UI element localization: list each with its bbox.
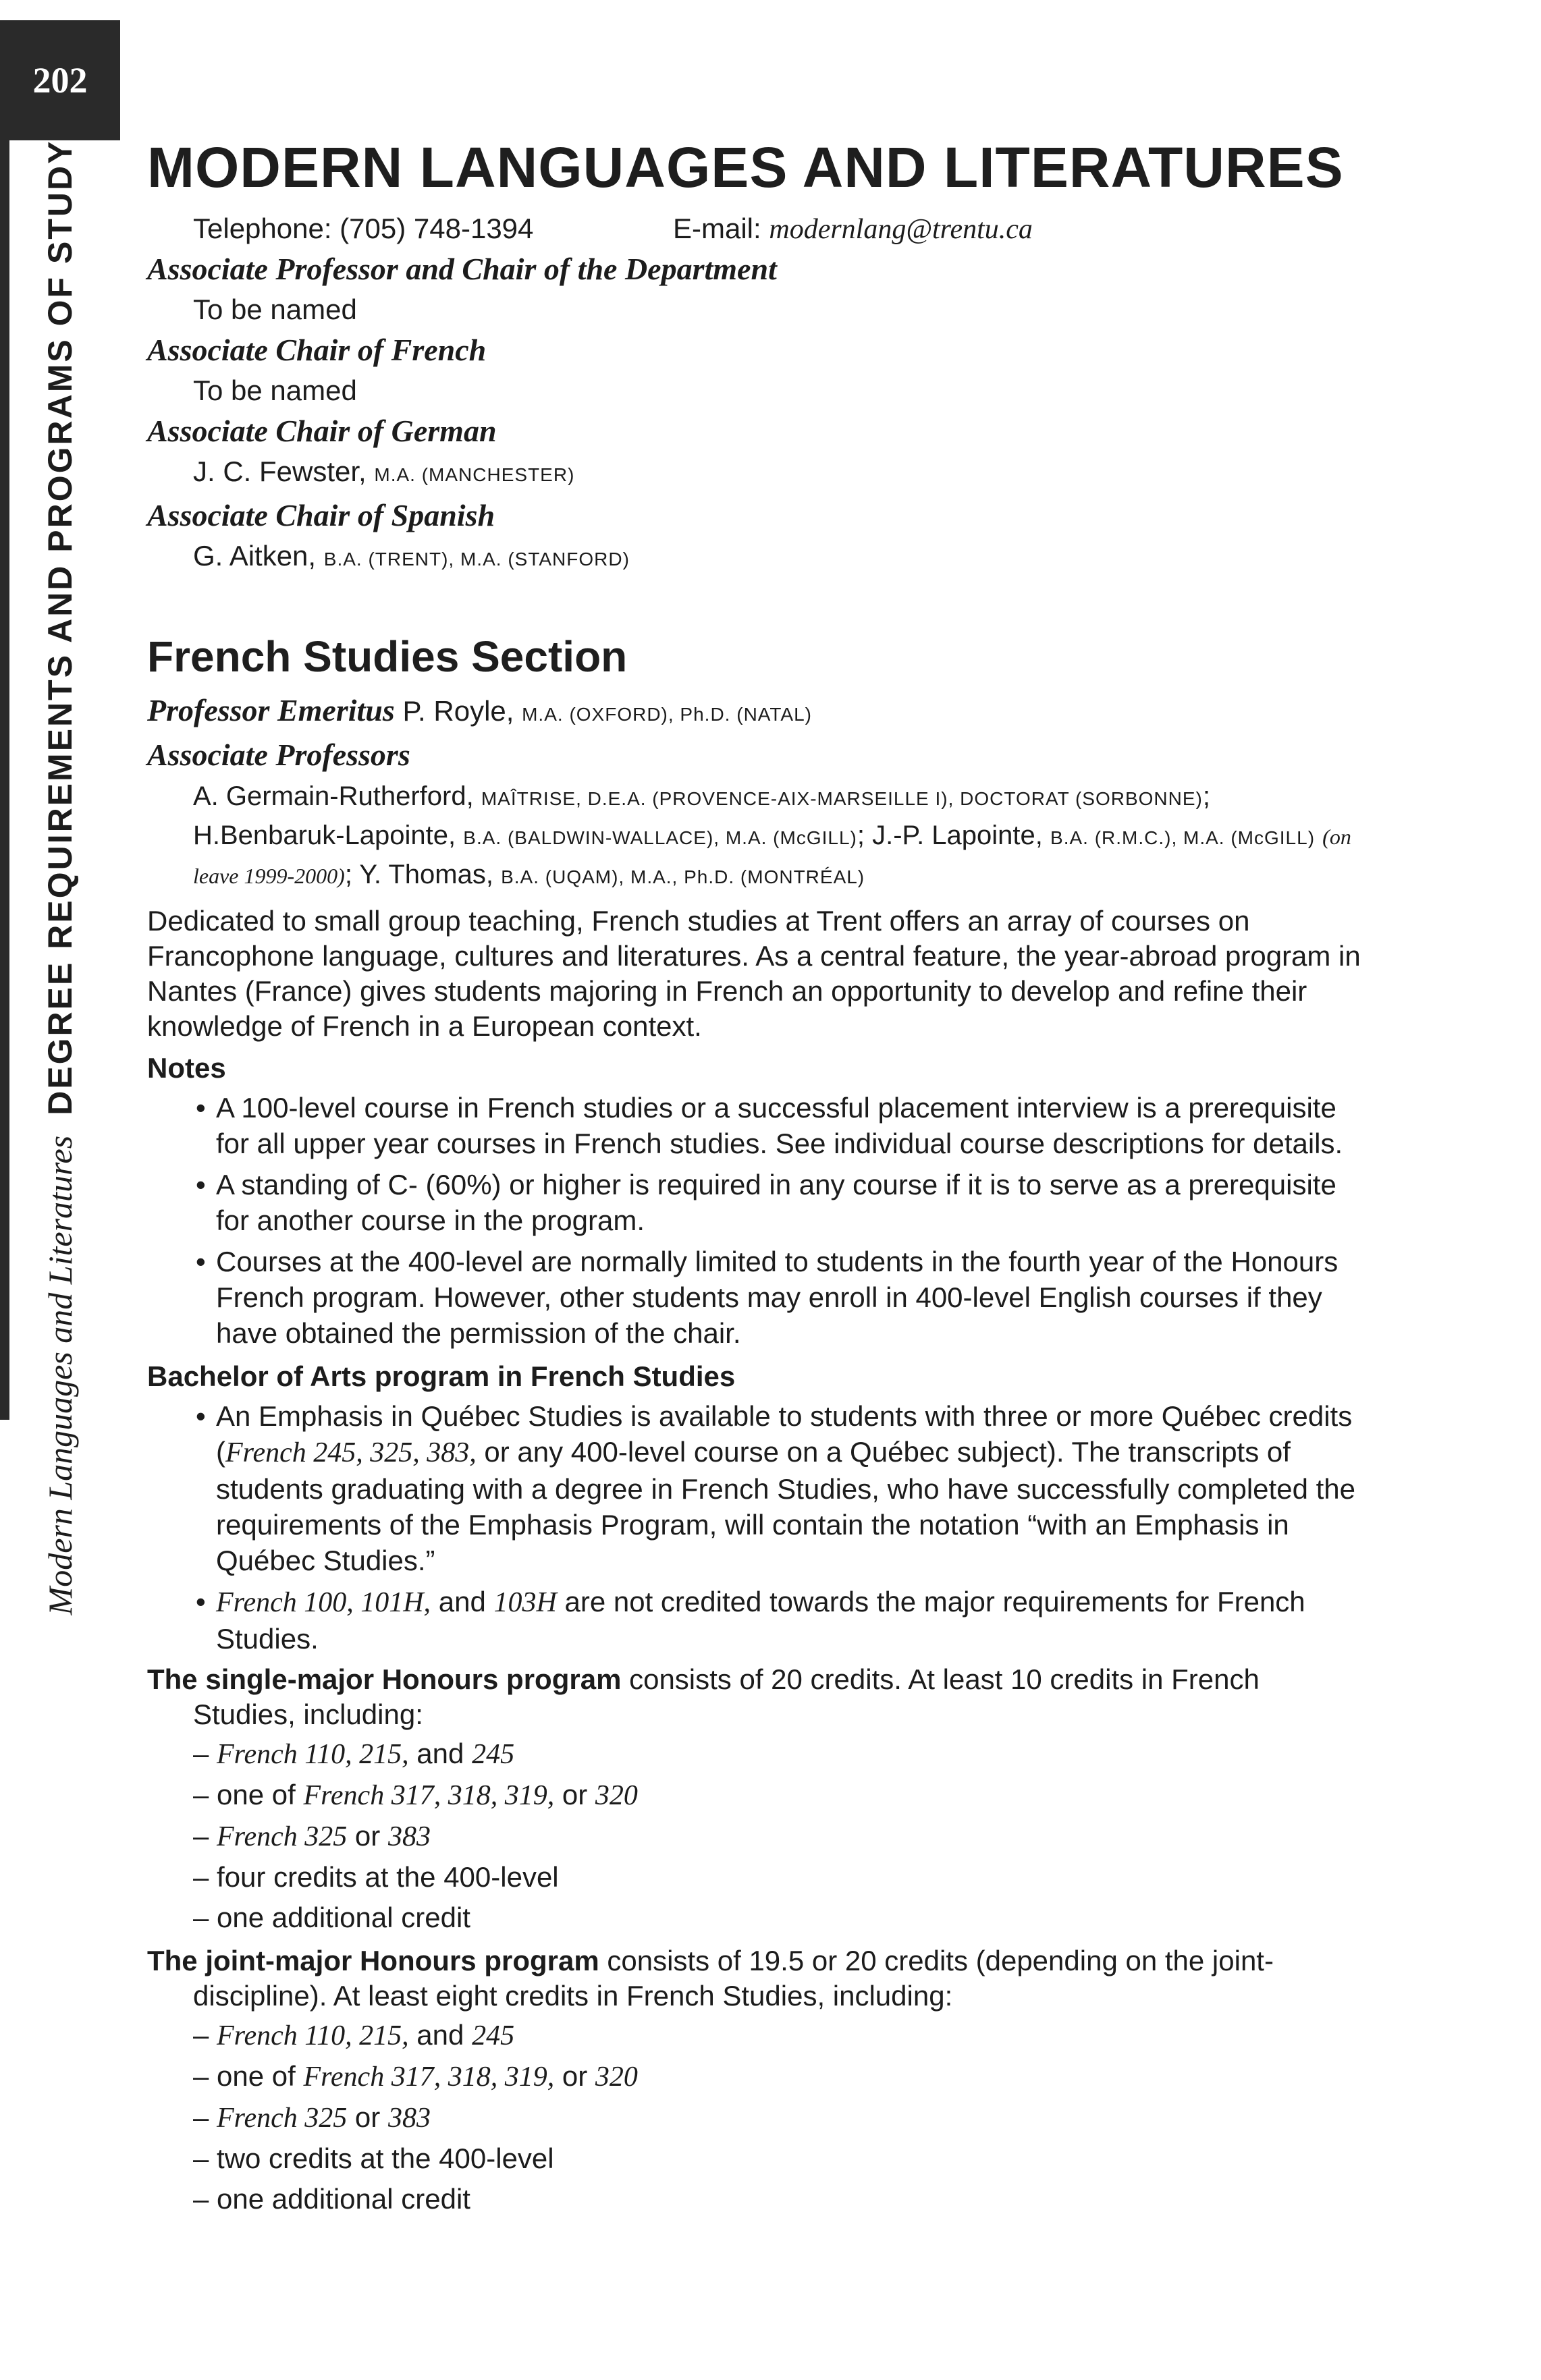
emeritus-title: Professor Emeritus (147, 693, 395, 727)
professor-emeritus (147, 690, 1362, 735)
notes-list (147, 1090, 1362, 1351)
contact-line (147, 209, 1362, 249)
list-item: – one of French 317, 318, 319, or 320 (193, 1779, 638, 1811)
email-address: modernlang@trentu.ca (769, 214, 1033, 245)
staff-credentials: M.A. (MANCHESTER) (374, 464, 575, 485)
single-major-program: The single-major Honours program consists of 20 credits. At least 10 credits in French Studies, including: (147, 1663, 1260, 1730)
staff-list (147, 249, 1362, 580)
section-title: French Studies Section (147, 632, 628, 681)
intro-paragraph: Dedicated to small group teaching, French studies at Trent offers an array of courses on Francophone language, cultures and literatures. As a central feature, the year-abroad program in Nantes (France) gives students majoring in French an opportunity to develop and refine their knowledge of French in a European context. (147, 905, 1361, 1042)
joint-major-program: The joint-major Honours program consists of 19.5 or 20 credits (depending on the joint-discipline). At least eight credits in French Studies, including: (147, 1945, 1274, 2012)
list-item: – one of French 317, 318, 319, or 320 (193, 2060, 638, 2093)
list-item: – French 325 or 383 (193, 2101, 431, 2134)
emeritus-credentials: M.A. (OXFORD), Ph.D. (NATAL) (522, 704, 812, 725)
staff-credentials: B.A. (TRENT), M.A. (STANFORD) (323, 549, 630, 570)
emeritus-name: P. Royle, (402, 695, 514, 727)
faculty-list: A. Germain-Rutherford, MAÎTRISE, D.E.A. (PROVENCE-AIX-MARSEILLE I), DOCTORAT (SORBONNE); H.Benbaruk-Lapointe, B.A. (BALDWIN-WALLACE), M.A. (McGILL); J.-P. Lapointe, B.A. (R.M.C.), M.A. (McGILL) (on leave 1999-2000); Y. Thomas, B.A. (UQAM), M.A., Ph.D. (MONTRÉAL) (193, 781, 1351, 889)
list-item: – French 110, 215, and 245 (193, 1738, 515, 1770)
ba-list (147, 1398, 1362, 1657)
page-number: 202 (0, 20, 120, 140)
list-item: – French 110, 215, and 245 (193, 2019, 515, 2051)
staff-name: To be named (193, 294, 357, 325)
on-leave-note: (on leave 1999-2000) (193, 825, 1351, 888)
list-item: – one additional credit (193, 1902, 470, 1933)
staff-name: To be named (193, 375, 357, 406)
list-item: • A 100-level course in French studies or a successful placement interview is a prerequisite for all upper year courses in French studies. See individual course descriptions for details. (196, 1092, 1343, 1159)
page-content (147, 135, 1362, 2219)
joint-major-requirements (147, 2015, 1362, 2219)
notes-heading: Notes (147, 1052, 226, 1084)
ba-heading: Bachelor of Arts program in French Studies (147, 1360, 736, 1392)
side-bar (0, 140, 9, 1420)
list-item: – four credits at the 400-level (193, 1861, 559, 1893)
side-running-head-bold: DEGREE REQUIREMENTS AND PROGRAMS OF STUDY (41, 139, 79, 1115)
staff-title: Associate Chair of French (147, 333, 487, 367)
staff-name: J. C. Fewster, M.A. (MANCHESTER) (193, 455, 575, 487)
list-item: • French 100, 101H, and 103H are not credited towards the major requirements for French Studies. (196, 1586, 1305, 1655)
email-label: E-mail: (673, 213, 769, 244)
single-major-requirements (147, 1734, 1362, 1938)
staff-title: Associate Chair of Spanish (147, 498, 495, 532)
list-item: – two credits at the 400-level (193, 2142, 554, 2174)
list-item: – one additional credit (193, 2183, 470, 2215)
side-running-head-italic: Modern Languages and Literatures (41, 1135, 79, 1615)
telephone: Telephone: (705) 748-1394 (193, 213, 534, 244)
list-item: • A standing of C- (60%) or higher is required in any course if it is to serve as a prerequisite for another course in the program. (196, 1169, 1336, 1236)
list-item: • Courses at the 400-level are normally limited to students in the fourth year of the Honours French program. However, other students may enroll in 400-level English courses if they have obtained the permission of the chair. (196, 1246, 1339, 1349)
list-item: – French 325 or 383 (193, 1820, 431, 1852)
staff-name: G. Aitken, B.A. (TRENT), M.A. (STANFORD) (193, 540, 630, 572)
list-item: • An Emphasis in Québec Studies is available to students with three or more Québec credits (French 245, 325, 383, or any 400-level course on a Québec subject). The transcripts of students graduating with a degree in French Studies, who have successfully completed the requirements of the Emphasis Program, will contain the notation “with an Emphasis in Québec Studies.” (196, 1400, 1355, 1576)
staff-title: Associate Chair of German (147, 414, 497, 448)
email (673, 209, 1033, 249)
staff-title: Associate Professor and Chair of the Department (147, 252, 777, 286)
page-title: MODERN LANGUAGES AND LITERATURES (147, 136, 1344, 199)
associate-professors-title: Associate Professors (147, 738, 410, 772)
